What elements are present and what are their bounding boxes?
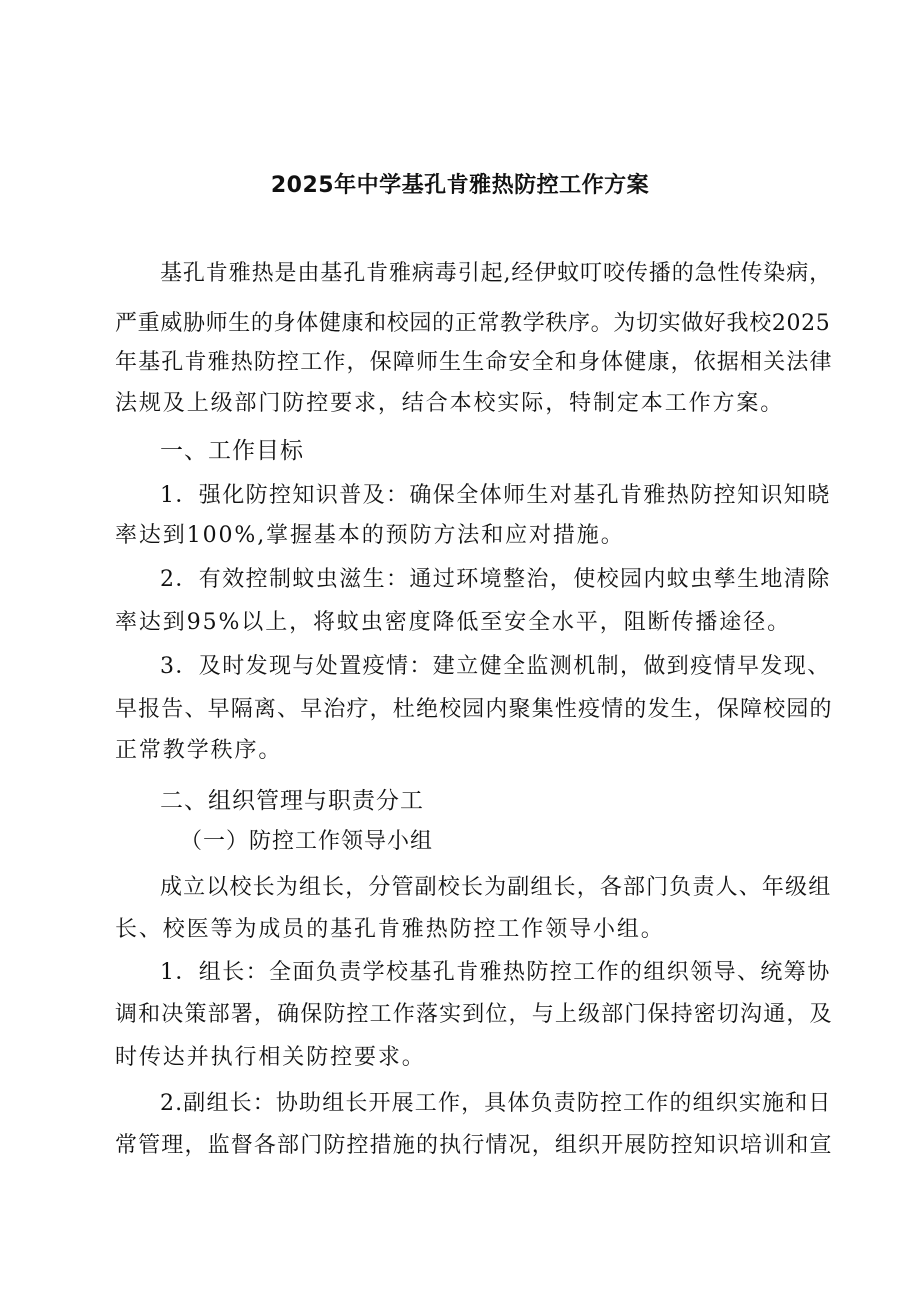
intro-line: 年基孔肯雅热防控工作，保障师生生命安全和身体健康，依据相关法律 [115, 350, 833, 375]
intro-line: 基孔肯雅热是由基孔肯雅病毒引起,经伊蚊叮咬传播的急性传染病， [160, 261, 832, 286]
goal-item-1-line: 率达到100%,掌握基本的预防方法和应对措施。 [115, 523, 625, 548]
leader-item-1-line: 时传达并执行相关防控要求。 [115, 1045, 426, 1070]
leader-item-1-line: 调和决策部署，确保防控工作落实到位，与上级部门保持密切沟通，及 [115, 1002, 833, 1027]
document-title: 2025年中学基孔肯雅热防控工作方案 [270, 173, 650, 198]
goal-item-3-line: 早报告、早隔离、早治疗，杜绝校园内聚集性疫情的发生，保障校园的 [115, 697, 833, 722]
goal-item-3-line: 3．及时发现与处置疫情：建立健全监测机制，做到疫情早发现、 [160, 654, 831, 679]
leader-item-2-line: 常管理，监督各部门防控措施的执行情况，组织开展防控知识培训和宣 [115, 1133, 833, 1158]
leader-item-1-line: 1．组长：全面负责学校基孔肯雅热防控工作的组织领导、统筹协 [160, 960, 831, 985]
section-heading-organization: 二、组织管理与职责分工 [160, 788, 424, 814]
goal-item-2-line: 2．有效控制蚊虫滋生：通过环境整治，使校园内蚊虫孳生地清除 [160, 567, 831, 592]
goal-item-1-line: 1．强化防控知识普及：确保全体师生对基孔肯雅热防控知识知晓 [160, 483, 831, 508]
section-heading-goals: 一、工作目标 [160, 438, 304, 464]
leadership-para-line: 长、校医等为成员的基孔肯雅热防控工作领导小组。 [115, 917, 665, 942]
leader-item-2-line: 2.副组长：协助组长开展工作，具体负责防控工作的组织实施和日 [160, 1091, 832, 1116]
goal-item-3-line: 正常教学秩序。 [115, 738, 283, 763]
goal-item-2-line: 率达到95%以上，将蚊虫密度降低至安全水平，阻断传播途径。 [115, 610, 792, 635]
leadership-para-line: 成立以校长为组长，分管副校长为副组长，各部门负责人、年级组 [160, 875, 832, 900]
intro-line: 法规及上级部门防控要求，结合本校实际，特制定本工作方案。 [115, 391, 785, 416]
subheading-leadership-group: （一）防控工作领导小组 [180, 829, 434, 854]
intro-line: 严重威胁师生的身体健康和校园的正常教学秩序。为切实做好我校2025 [115, 311, 831, 336]
